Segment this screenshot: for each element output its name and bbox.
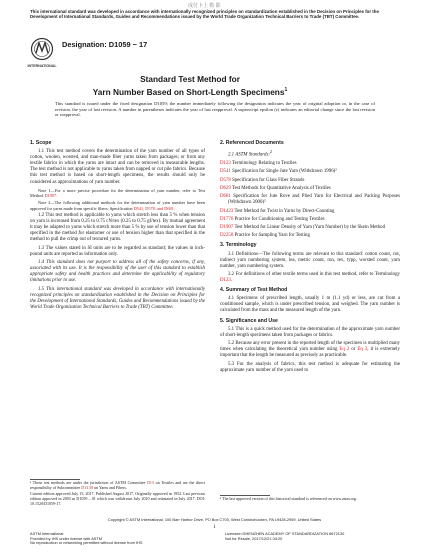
footer-left: ASTM International Provided by IHS under license with ASTM No reproduction or networking permitted without license from IHS <box>30 531 143 546</box>
reference-item: D629 Test Methods for Quantitative Analysis of Textiles <box>220 185 331 191</box>
page-number: 1 <box>213 525 216 530</box>
section-terminology-heading: 3. Terminology <box>220 242 257 249</box>
section-significance-heading: 5. Significance and Use <box>220 317 278 324</box>
reference-code-link[interactable]: D1776 <box>220 216 234 222</box>
section-summary-heading: 4. Summary of Test Method <box>220 287 288 294</box>
right-column <box>220 137 400 376</box>
astm-logo-icon <box>27 37 57 71</box>
reference-item: D578 Specification for Glass Fiber Strands <box>220 177 305 183</box>
footnote-2: ² The last approved version of this historical standard is referenced on www.astm.org. <box>220 496 357 501</box>
note-2: Note 2—The following additional methods for the determination of yarn number have been approved for yarns made from specific fibers: Specification D541, D578, and D681. <box>30 200 205 211</box>
para-3-1: 3.1 Definitions—The following terms are relevant to this standard: cotton count, cut, indirect yarn numbering system, lea, metric count, run, tex, typp, worsted count, yarn number, yarn numbering system. <box>220 251 400 269</box>
section-references-heading: 2. Referenced Documents <box>220 140 284 146</box>
title-line-2: Yarn Number Based on Short-Length Specimens$^1$ <box>92 86 288 97</box>
para-1-1: 1.1 This test method covers the determination of the yarn number of all types of cotton, woolen, worsted, and man-made fiber yarns taken from packages; or from any textile fabrics in which the yarns are intact and can be removed in measurable lengths. The test method is not applicable to yarns taken from napped or cut pile fabrics. Because this test method is based on short-length specimens, the results should only be considered as approximations of yarn number. <box>30 149 205 185</box>
reference-code-link[interactable]: D2258 <box>220 233 234 239</box>
reference-code-link[interactable]: D681 <box>220 194 231 200</box>
para-5-2: 5.2 Because any error present in the reported length of the specimen is multiplied many times when calculating the theoretical yarn number using Eq 2 or Eq 3, it is extremely important that the length be measured as precisely as practicable. <box>220 341 400 359</box>
reference-item: D2258 Practice for Sampling Yarn for Testing <box>220 233 310 239</box>
top-notice: This international standard was developed in accordance with internationally recognized principles on standardization established in the Decision on Principles for the Development of International Standards, Guides and Recommendations issued by the World Trade Organization Technical Barriers to Trade (TBT) Committee. <box>30 9 379 20</box>
footnote-1: ¹ These test methods are under the jurisdiction of ASTM Committee D13 on Textiles and are the direct responsibility of Subcommittee D13.58 on Yarns and Fibers. Current edition approved July 15, 2017. Published August 2017. Originally approved in 1952. Last previous edition approved in 2003 as D1059 – 01 which was withdrawn July 2010 and reinstated in July 2017. DOI: 10.1520/D1059-17. <box>30 480 205 507</box>
title-line-1: Standard Test Method for <box>140 74 240 84</box>
reference-item: D123 Terminology Relating to Textiles <box>220 161 297 166</box>
standard-intro: This standard is issued under the fixed designation D1059; the number immediately following the designation indicates the year of original adoption or, in the case of revision, the year of last revision. A number in parentheses indicates the year of last reapproval. A superscript epsilon (ε) indicates an editorial change since the last revision or reapproval. <box>55 101 375 118</box>
link-eq-2[interactable]: Eq 2 <box>339 347 350 353</box>
logo-text: INTERNATIONAL <box>27 64 57 68</box>
reference-item: D541 Specification for Single Jute Yarn (Withdrawn 1996)² <box>220 169 337 175</box>
reference-item: D1776 Practice for Conditioning and Testing Textiles <box>220 216 325 222</box>
footnote-1-edition: Current edition approved July 15, 2017. Published August 2017. Originally approved in 1952. Last previous edition approved in 2003 as D1059 – 01 which was withdrawn July 2010 and reinstated in July 2017. DOI: 10.1520/D1059-17. <box>30 491 205 507</box>
reference-code-link[interactable]: D629 <box>220 185 231 191</box>
reference-item: D1907 Test Method for Linear Density of Yarn (Yarn Number) by the Skein Method <box>220 225 386 231</box>
left-column <box>30 137 205 313</box>
reference-code-link[interactable]: D1423 <box>220 208 234 214</box>
refs-subheading: 2.1 ASTM Standards:$^2$ <box>228 149 273 158</box>
copyright-line: Copyright © ASTM International, 100 Barr Harbor Drive, PO Box C700, West Conshohocken, PA 19428-2959. United States <box>107 517 322 522</box>
para-4-1: 4.1 Specimens of prescribed length, usually 1 m (1.1 yd) or less, are cut from a conditioned sample, which is under prescribed tension, and weighed. The yarn number is calculated from the mass and the measured length of the yarn. <box>220 296 400 314</box>
link-d13[interactable]: D13 <box>147 480 154 485</box>
para-3-2: 3.2 For definitions of other textile terms used in this test method, refer to Terminology D123. <box>220 272 400 284</box>
reference-code-link[interactable]: D541 <box>220 169 231 175</box>
para-5-3: 5.3 For the analysis of fabrics, this test method is adequate for estimating the approximate yarn number of the yarn used to <box>220 361 400 373</box>
reference-item: D681 Specification for Jute Rove and Plied Yarn for Electrical and Packing Purposes (Withdrawn 2000)² <box>220 194 400 206</box>
link-d123[interactable]: D123 <box>220 278 231 284</box>
reference-code-link[interactable]: D1907 <box>220 225 234 231</box>
header-stamp: 成付卜上 勒 都 <box>188 4 221 9</box>
reference-code-link[interactable]: D123 <box>220 161 231 166</box>
note-1: Note 1—For a more precise procedure for the determination of yarn number, refer to Test Method D1907. <box>30 187 205 199</box>
link-specs[interactable]: D541, D578, and D681 <box>133 205 174 211</box>
reference-item: D1423 Test Method for Twist in Yarns by Direct-Counting <box>220 208 335 214</box>
para-1-3: 1.3 The values stated in SI units are to be regarded as standard; the values in inch-pound units are reported as information only. <box>30 245 205 257</box>
para-1-4: 1.4 This standard does not purport to address all of the safety concerns, if any, associated with its use. It is the responsibility of the user of this standard to establish appropriate safety and health practices and determine the applicability of regulatory limitations prior to use. <box>30 260 205 284</box>
para-5-1: 5.1 This is a quick method used for the determination of the approximate yarn number of short-length specimens taken from packages or fabrics. <box>220 326 400 338</box>
link-eq-3[interactable]: Eq 3 <box>357 347 368 353</box>
para-1-2: 1.2 This test method is applicable to yarns which stretch less than 5 % when tension on yarn is increased from 0.25 to 0.75 cN/tex (0.25 to 0.75 gf/tex). By mutual agreement it may be adapted to yarns which stretch more than 5 % by use of tension lower than that specified in the method for elastomer or use of tension higher than that specified in the method to pull the crimp out of textured yarns. <box>30 213 205 243</box>
link-d13-58[interactable]: D13.58 <box>81 484 94 490</box>
section-scope-heading: 1. Scope <box>30 140 52 146</box>
designation: Designation: D1059 − 17 <box>62 40 148 49</box>
link-d1907[interactable]: D1907 <box>44 193 57 199</box>
title-footnote-mark: 1 <box>284 86 288 93</box>
reference-code-link[interactable]: D578 <box>220 177 231 183</box>
reference-list <box>220 161 400 239</box>
para-1-5: 1.5 This international standard was developed in accordance with internationally recognized principles on standardization established in the Decision on Principles for the Development of International Standards, Guides and Recommendations issued by the World Trade Organization Technical Barriers to Trade (TBT) Committee. <box>30 286 205 310</box>
document-title <box>40 74 340 97</box>
footer-right: Licensee=SHENZHEN ACADEMY OF STANDARDIZATION 6672130 Not for Resale, 2017/12/21 04:20 <box>225 531 345 541</box>
